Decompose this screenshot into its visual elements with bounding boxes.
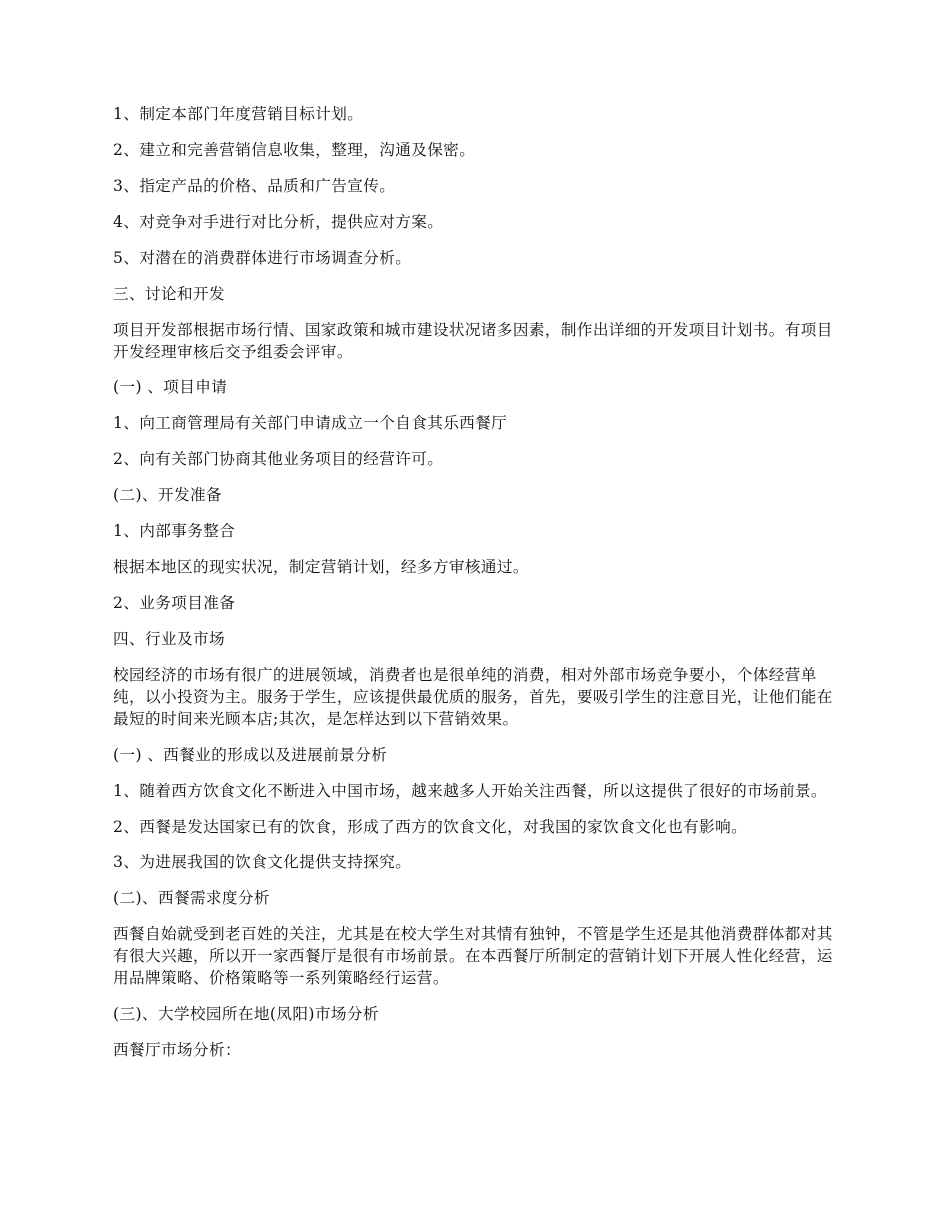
paragraph-5: 5、对潜在的消费群体进行市场调查分析。 [113,248,412,267]
paragraph-22: 西餐自始就受到老百姓的关注，尤其是在校大学生对其情有独钟，不管是学生还是其他消费群体都对其有很大兴趣，所以开一家西餐厅是很有市场前景。在本西餐厅所制定的营销计划下开展人性化经营，运用品牌策略、价格策略等一系列策略经行运营。 [113,925,833,987]
paragraph-3: 3、指定产品的价格、品质和广告宣传。 [113,176,396,195]
paragraph-19: 2、西餐是发达国家已有的饮食，形成了西方的饮食文化，对我国的家饮食文化也有影响。 [113,817,748,836]
section-heading-4: 四、行业及市场 [113,630,225,649]
paragraph-1: 1、制定本部门年度营销目标计划。 [113,105,364,123]
paragraph-24: 西餐厅市场分析： [113,1040,241,1059]
paragraph-16: 校园经济的市场有很广的进展领域，消费者也是很单纯的消费，相对外部市场竞争要小，个体经营单纯，以小投资为主。服务于学生，应该提供最优质的服务，首先，要吸引学生的注意目光，让他们能在最短的时间来光顾本店;其次，是怎样达到以下营销效果。 [113,666,833,728]
paragraph-2: 2、建立和完善营销信息收集，整理，沟通及保密。 [113,140,476,159]
paragraph-4: 4、对竞争对手进行对比分析，提供应对方案。 [113,212,444,231]
paragraph-10: 2、向有关部门协商其他业务项目的经营许可。 [113,450,444,469]
subsection-heading-5: (三)、大学校园所在地(凤阳)市场分析 [113,1004,379,1023]
paragraph-7: 项目开发部根据市场行情、国家政策和城市建设状况诸多因素，制作出详细的开发项目计划书。有项目开发经理审核后交予组委会评审。 [113,320,833,361]
subsection-heading-4: (二)、西餐需求度分析 [113,889,270,908]
section-heading-3: 三、讨论和开发 [113,284,225,303]
subsection-heading-1: (一) 、项目申请 [113,378,228,397]
paragraph-9: 1、向工商管理局有关部门申请成立一个自食其乐西餐厅 [113,414,508,433]
paragraph-14: 2、业务项目准备 [113,594,236,613]
subsection-heading-2: (二)、开发准备 [113,486,222,505]
document-body [113,104,838,1076]
subsection-heading-3: (一) 、西餐业的形成以及进展前景分析 [113,745,388,764]
paragraph-12: 1、内部事务整合 [113,522,236,541]
paragraph-18: 1、随着西方饮食文化不断进入中国市场，越来越多人开始关注西餐，所以这提供了很好的市场前景。 [113,781,828,800]
paragraph-13: 根据本地区的现实状况，制定营销计划，经多方审核通过。 [113,558,529,577]
paragraph-20: 3、为进展我国的饮食文化提供支持探究。 [113,853,412,872]
